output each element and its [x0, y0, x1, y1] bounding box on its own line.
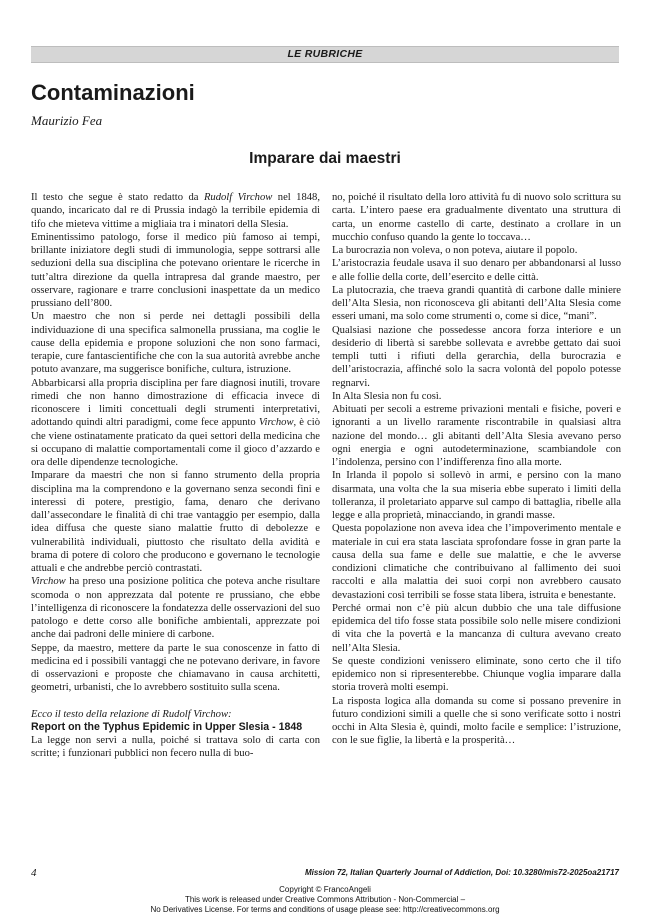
paragraph: Eminentissimo patologo, forse il medico più famoso ai tempi, brillante iniziatore degli studi di immunologia, seppe sottrarsi alle seduzioni della sua disciplina che potevano orientare le ricerche in tutt’altra direzione da quella intrapresa dal grande maestro, per osservare, ragionare e trarre conclusioni inaspettate da un medico prussiano dell’800. — [31, 231, 320, 309]
paragraph: Il testo che segue è stato redatto da Rudolf Virchow nel 1848, quando, incaricato dal re di Prussia indagò la terribile epidemia di tifo che mieteva vittime a migliaia tra i minatori della Slesia. — [31, 192, 320, 230]
left-column — [31, 191, 320, 861]
paragraph: La risposta logica alla domanda su come si possano prevenire in futuro condizioni simili a quelle che si sono verificate sotto i nostri occhi in Alta Slesia è, quindi, molto facile e semplice: l’istruzione, con le sue figlie, la libertà e la prosperità… — [332, 695, 621, 747]
paragraph: Questa popolazione non aveva idea che l’impoverimento mentale e materiale in cui era stata lasciata sprofondare fosse in gran parte la causa della sua fame e delle sue malattie, e che le avverse condizioni climatiche che contribuivano al fallimento dei suoi raccolti e alla malattia dei suoi corpi non avrebbero causato devastazioni così terribili se fosse stata libera, istruita e benestante. — [332, 523, 621, 601]
license-line: No Derivatives License. For terms and conditions of usage please see: http://creativecommons.org — [150, 905, 500, 914]
paragraph: Perché ormai non c’è più alcun dubbio che una tale diffusione epidemica del tifo fosse stata possibile solo nelle misere condizioni di vita che la povertà e la mancanza di cultura avevano creato nell’Alta Slesia. — [332, 602, 621, 654]
license-line: This work is released under Creative Commons Attribution - Non-Commercial – — [184, 895, 466, 904]
report-title: Report on the Typhus Epidemic in Upper Slesia - 1848 — [31, 720, 303, 733]
article-author: Maurizio Fea — [31, 113, 103, 128]
paragraph: La plutocrazia, che traeva grandi quantità di carbone dalle miniere dell’Alta Slesia, non riconosceva gli abitanti dell’Alta Slesia come esseri umani, ma solo come strumenti o, come si dice, “mani”. — [332, 284, 621, 323]
paragraph: Qualsiasi nazione che possedesse ancora forza interiore e un desiderio di libertà si sarebbe sollevata e avrebbe gettato dai suoi templi tutti i rifiuti della gerarchia, della burocrazia e dell’aristocrazia, affinché solo la sacra volontà del popolo potesse regnarvi. — [332, 324, 621, 389]
section-banner: LE RUBRICHE — [31, 46, 619, 63]
article-title: Contaminazioni — [31, 80, 195, 105]
paragraph: La legge non servì a nulla, poiché si trattava solo di carta con scritte; i funzionari pubblici non fecero nulla di buo- — [31, 735, 320, 760]
license-notice — [0, 885, 650, 915]
page-number: 4 — [31, 867, 37, 879]
paragraph: no, poiché il risultato della loro attività fu di nuovo solo scrittura su carta. L’intero paese era gradualmente diventato una struttura di carta, un enorme castello di carte, destinato a crollare in un mucchio confuso quando la gente lo toccava… — [332, 192, 621, 243]
paragraph: Abbarbicarsi alla propria disciplina per fare diagnosi inutili, trovare rimedi che non hanno dimostrazione di efficacia invece di riconoscere i limiti concettuali degli strumenti interpretativi, adottando quindi altri paradigmi, come fece appunto Virchow, è ciò che viene ostinatamente praticato da quei settori della medicina che si occupano di malattie comportamentali come il gioco d’azzardo e ora delle dipendenze tecnologiche. — [31, 377, 320, 468]
paragraph: Abituati per secoli a estreme privazioni mentali e fisiche, poveri e ignoranti a un livello raramente riscontrabile in qualsiasi altra nazione del mondo… gli abitanti dell’Alta Slesia avevano perso ogni energia e ogni autodeterminazione, scambiandole con l’indolenza, persino con l’indifferenza fino alla morte. — [332, 404, 621, 468]
paragraph: Imparare da maestri che non si fanno strumento della propria disciplina ma la comprendono e la governano senza secondi fini e interessi di potere, prestigio, fama, denaro che derivano dall’assecondare le finalità di chi trae vantaggio per esempio, dalla idea diffusa che queste siano malattie frutto di debolezze e vulnerabilità individuali, piuttosto che risultato della avidità e brama di potere di coloro che producono e governano le tecnologie attuali e che andrebbe perciò contrastati. — [31, 470, 320, 574]
paragraph: La burocrazia non voleva, o non poteva, aiutare il popolo. — [332, 245, 578, 256]
paragraph: Virchow ha preso una posizione politica che poteva anche risultare scomoda o non apprezzata dal potente re prussiano, che ebbe l’intelligenza di riconoscere la fondatezza delle osservazioni del suo patologo e dette corso alle bonifiche ambientali, apprezzate poi anche dai padroni delle miniere di carbone. — [31, 576, 320, 641]
report-intro: Ecco il testo della relazione di Rudolf Virchow: — [31, 708, 232, 720]
journal-citation: Mission 72, Italian Quarterly Journal of Addiction, Doi: 10.3280/mis72-2025oa21717 — [304, 868, 619, 877]
section-title: Imparare dai maestri — [249, 150, 401, 167]
right-column — [332, 191, 621, 861]
paragraph: Seppe, da maestro, mettere da parte le sua conoscenze in fatto di medicina ed i possibili vantaggi che ne potevano derivare, in favore di osservazioni e proposte che chiamavano in causa architetti, geometri, urbanisti, che lo avrebbero sostituito sulla scena. — [31, 642, 320, 694]
paragraph: Un maestro che non si perde nei dettagli possibili della individuazione di una specifica salmonella prussiana, ma coglie le cause della epidemia e propone soluzioni che non sono farmaci, terapie, cure fantascientifiche che con la sua autorità avrebbe anche potuto avanzare, ma suggerisce bonifiche, cultura, istruzione. — [31, 311, 320, 376]
paragraph: Se queste condizioni venissero eliminate, sono certo che il tifo epidemico non si ripresenterebbe. Chiunque voglia imparare dalla storia troverà molti esempi. — [332, 655, 621, 694]
paragraph: L’aristocrazia feudale usava il suo denaro per abbandonarsi al lusso e alle follie della corte, dell’esercito e delle città. — [332, 258, 621, 283]
paragraph: In Irlanda il popolo si sollevò in armi, e persino con la mano disarmata, una volta che la sua miseria ebbe superato i limiti della tolleranza, il proletariato apparve sul campo di battaglia, ribelle alla legge e alla proprietà, minacciando, in grandi masse. — [332, 470, 621, 521]
copyright-line: Copyright © FrancoAngeli — [279, 885, 371, 894]
spacer — [31, 695, 320, 708]
paragraph: In Alta Slesia non fu così. — [332, 390, 442, 402]
